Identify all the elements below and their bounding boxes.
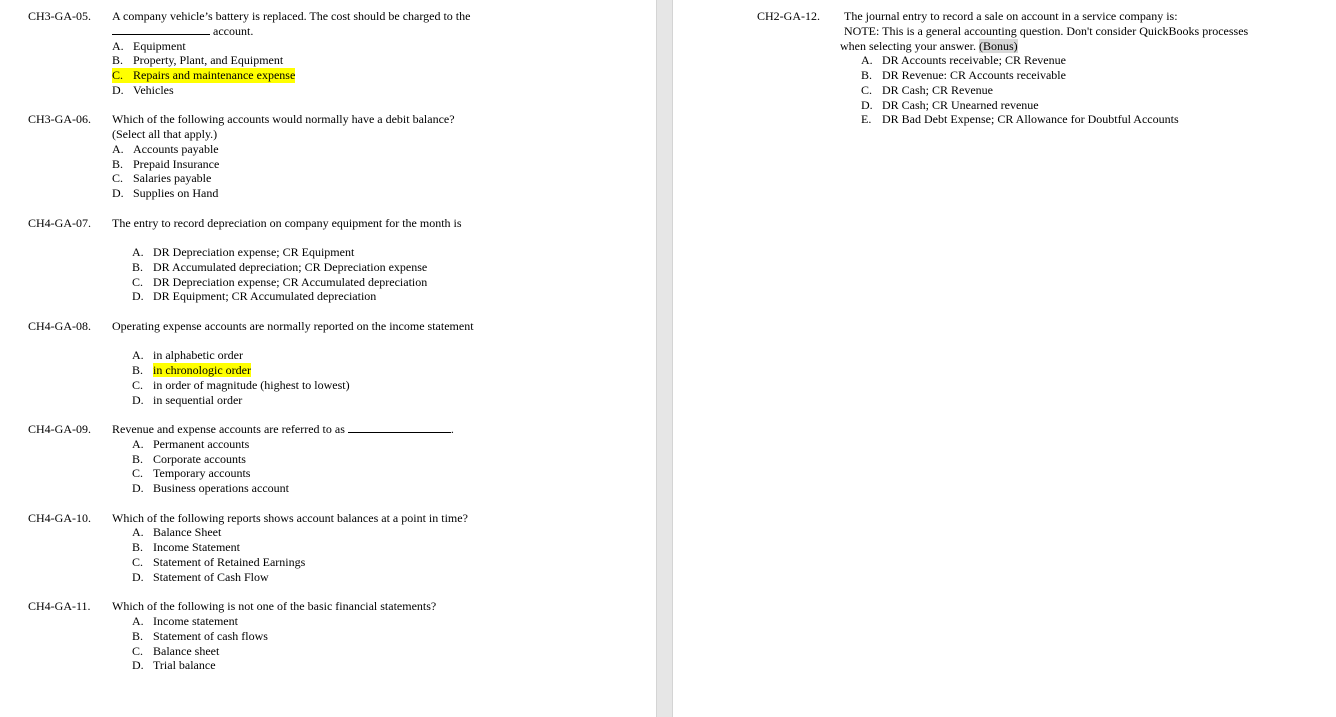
question-number: CH4-GA-09. — [28, 422, 91, 436]
option-b[interactable]: B. Income Statement — [132, 540, 240, 554]
question-text: Which of the following is not one of the basic financial statements? — [112, 599, 437, 613]
question-note: NOTE: This is a general accounting question. Don't consider QuickBooks processes — [844, 24, 1249, 38]
option-c-highlighted[interactable]: C. Repairs and maintenance expense — [112, 68, 296, 82]
question-number: CH4-GA-07. — [28, 216, 91, 230]
option-e[interactable]: E. DR Bad Debt Expense; CR Allowance for Doubtful Accounts — [861, 112, 1179, 126]
option-c[interactable]: C. DR Cash; CR Revenue — [861, 83, 993, 97]
question-number: CH3-GA-06. — [28, 112, 91, 126]
option-d[interactable]: D. in sequential order — [132, 393, 243, 407]
option-b-highlighted[interactable]: B. in chronologic order — [132, 363, 251, 377]
option-a[interactable]: A. Accounts payable — [112, 142, 219, 156]
question-number: CH4-GA-08. — [28, 319, 91, 333]
question-note-line2: when selecting your answer. (Bonus) — [840, 39, 1018, 53]
option-d[interactable]: D. Business operations account — [132, 481, 289, 495]
option-c[interactable]: C. Statement of Retained Earnings — [132, 555, 306, 569]
question-number: CH2-GA-12. — [757, 9, 820, 23]
answer-blank — [348, 422, 451, 433]
bonus-label: (Bonus) — [978, 39, 1018, 53]
option-b[interactable]: B. Prepaid Insurance — [112, 157, 220, 171]
option-a[interactable]: A. DR Depreciation expense; CR Equipment — [132, 245, 355, 259]
option-a[interactable]: A. Balance Sheet — [132, 525, 222, 539]
option-a[interactable]: A. in alphabetic order — [132, 348, 243, 362]
option-d[interactable]: D. Vehicles — [112, 83, 174, 97]
question-number: CH4-GA-10. — [28, 511, 91, 525]
option-c[interactable]: C. Salaries payable — [112, 171, 212, 185]
question-text-line2: account. — [112, 24, 253, 39]
option-c[interactable]: C. Balance sheet — [132, 644, 220, 658]
option-c[interactable]: C. Temporary accounts — [132, 466, 251, 480]
left-document-page — [0, 0, 656, 717]
option-d[interactable]: D. DR Cash; CR Unearned revenue — [861, 98, 1039, 112]
option-a[interactable]: A. DR Accounts receivable; CR Revenue — [861, 53, 1066, 67]
option-d[interactable]: D. DR Equipment; CR Accumulated depreciation — [132, 289, 377, 303]
option-b[interactable]: B. Property, Plant, and Equipment — [112, 53, 284, 67]
question-number: CH4-GA-11. — [28, 599, 91, 613]
question-text-line2: (Select all that apply.) — [112, 127, 218, 141]
option-a[interactable]: A. Equipment — [112, 39, 186, 53]
option-c[interactable]: C. DR Depreciation expense; CR Accumulated depreciation — [132, 275, 428, 289]
question-text: Which of the following accounts would normally have a debit balance? — [112, 112, 455, 126]
question-text: The journal entry to record a sale on account in a service company is: — [844, 9, 1178, 23]
option-d[interactable]: D. Supplies on Hand — [112, 186, 219, 200]
right-document-page — [673, 0, 1336, 717]
option-a[interactable]: A. Income statement — [132, 614, 238, 628]
question-text: Which of the following reports shows account balances at a point in time? — [112, 511, 468, 525]
option-a[interactable]: A. Permanent accounts — [132, 437, 250, 451]
question-text: The entry to record depreciation on company equipment for the month is — [112, 216, 462, 230]
question-text: Operating expense accounts are normally reported on the income statement — [112, 319, 474, 333]
option-b[interactable]: B. DR Revenue: CR Accounts receivable — [861, 68, 1066, 82]
question-number: CH3-GA-05. — [28, 9, 91, 23]
option-b[interactable]: B. DR Accumulated depreciation; CR Depreciation expense — [132, 260, 428, 274]
option-b[interactable]: B. Statement of cash flows — [132, 629, 268, 643]
question-text: A company vehicle’s battery is replaced. The cost should be charged to the — [112, 9, 471, 23]
option-d[interactable]: D. Statement of Cash Flow — [132, 570, 269, 584]
page-gutter — [656, 0, 673, 717]
option-c[interactable]: C. in order of magnitude (highest to lowest) — [132, 378, 350, 392]
option-b[interactable]: B. Corporate accounts — [132, 452, 246, 466]
question-text: Revenue and expense accounts are referred to as . — [112, 422, 454, 436]
answer-blank — [112, 24, 210, 35]
option-d[interactable]: D. Trial balance — [132, 658, 216, 672]
